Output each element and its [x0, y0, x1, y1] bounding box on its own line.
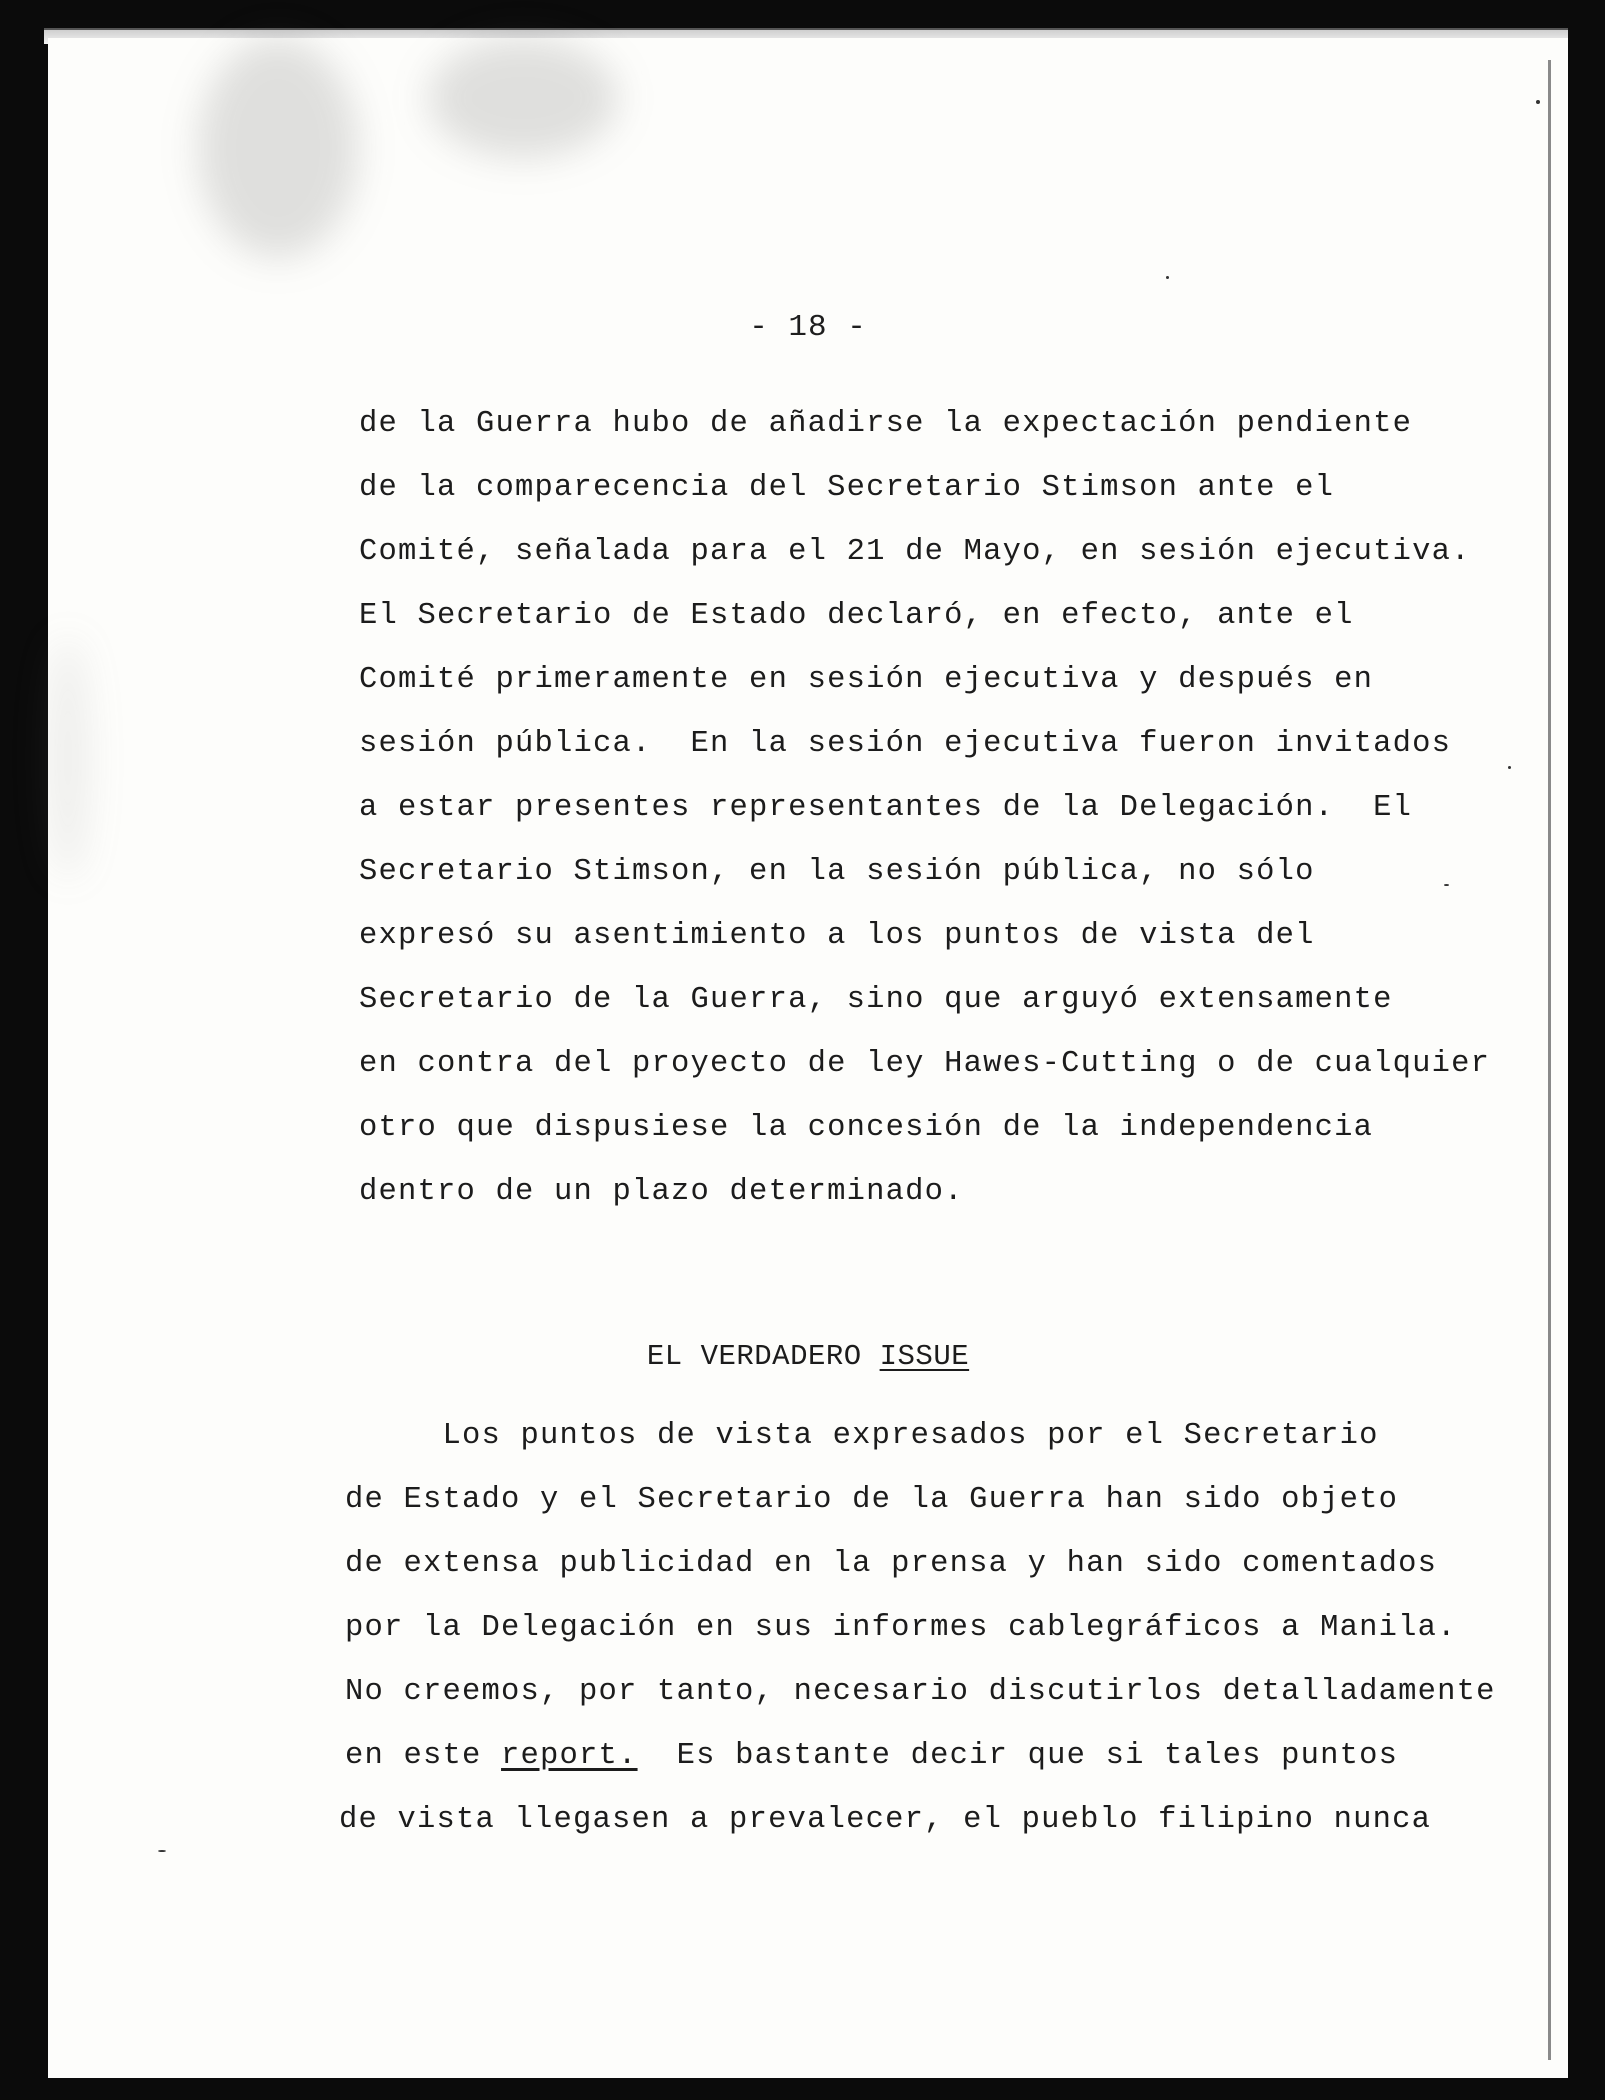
text-line: dentro de un plazo determinado.: [359, 1175, 964, 1209]
text-line: otro que dispusiese la concesión de la independencia: [359, 1111, 1374, 1145]
scan-speck: [1444, 884, 1449, 886]
text-line: Secretario de la Guerra, sino que arguyó extensamente: [359, 983, 1393, 1017]
underlined-word: report.: [501, 1739, 638, 1773]
page-fold-line: [1548, 60, 1551, 2060]
text-line: de la comparecencia del Secretario Stimson ante el: [359, 471, 1335, 505]
page-number: - 18 -: [749, 310, 867, 345]
ink-smudge: [48, 638, 88, 878]
section-heading: [48, 1340, 1568, 1373]
text-line: de vista llegasen a prevalecer, el pueblo filipino nunca: [339, 1803, 1432, 1837]
text-line: de Estado y el Secretario de la Guerra han sido objeto: [345, 1483, 1399, 1517]
text-line: de extensa publicidad en la prensa y han sido comentados: [345, 1547, 1438, 1581]
text-line: No creemos, por tanto, necesario discutirlos detalladamente: [345, 1675, 1496, 1709]
ink-smudge: [198, 38, 358, 258]
text-line: de la Guerra hubo de añadirse la expectación pendiente: [359, 407, 1413, 441]
text-line: Comité, señalada para el 21 de Mayo, en sesión ejecutiva.: [359, 535, 1471, 569]
scan-speck: [158, 1850, 166, 1852]
typewritten-page: [48, 38, 1568, 2078]
text-line: expresó su asentimiento a los puntos de vista del: [359, 919, 1315, 953]
text-line: sesión pública. En la sesión ejecutiva fueron invitados: [359, 727, 1452, 761]
scan-speck: [1166, 276, 1169, 279]
text-line: Los puntos de vista expresados por el Secretario: [345, 1419, 1379, 1453]
text-fragment: en este: [345, 1739, 502, 1773]
text-line: Secretario Stimson, en la sesión pública, no sólo: [359, 855, 1315, 889]
text-line: por la Delegación en sus informes cablegráficos a Manila.: [345, 1611, 1457, 1645]
text-line: El Secretario de Estado declaró, en efecto, ante el: [359, 599, 1354, 633]
section-heading-text: EL VERDADERO: [646, 1340, 880, 1373]
text-fragment: Es bastante decir que si tales puntos: [637, 1739, 1399, 1773]
text-line: [345, 1738, 1398, 1774]
ink-smudge: [428, 38, 618, 158]
text-line: Comité primeramente en sesión ejecutiva y después en: [359, 663, 1374, 697]
text-line: a estar presentes representantes de la Delegación. El: [359, 791, 1413, 825]
section-heading-underlined: ISSUE: [879, 1340, 970, 1373]
scan-speck: [1508, 766, 1511, 769]
scan-speck: [1536, 100, 1540, 104]
text-line: en contra del proyecto de ley Hawes-Cutting o de cualquier: [359, 1047, 1491, 1081]
